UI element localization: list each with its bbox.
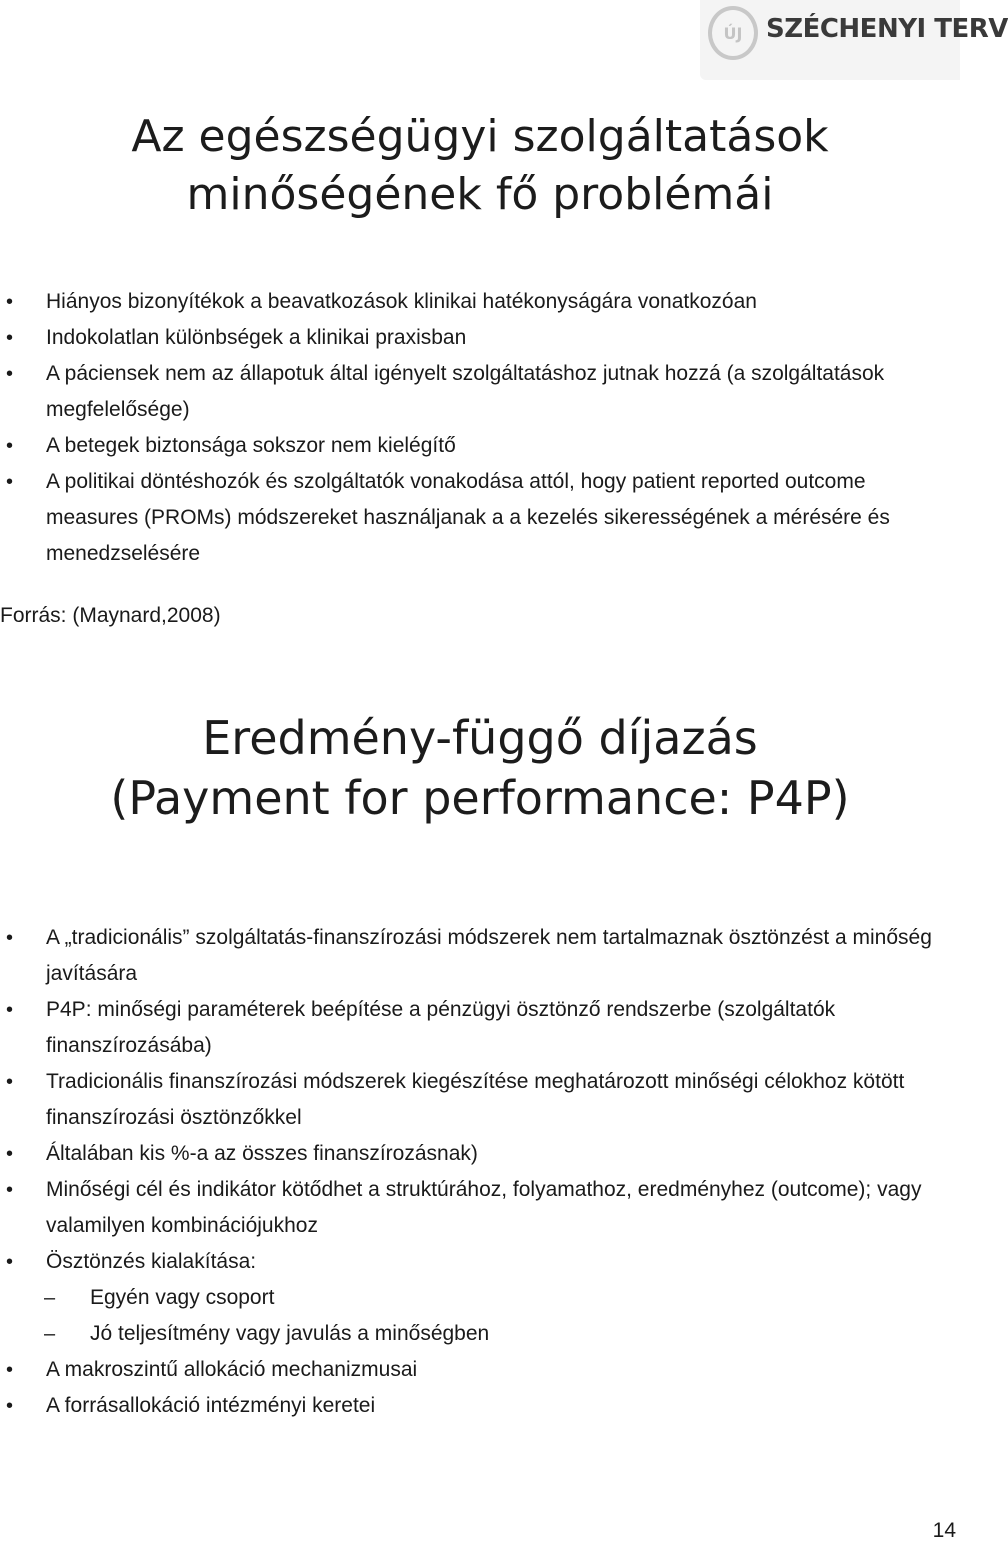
section1-title-line: Az egészségügyi szolgáltatások (131, 111, 829, 162)
bullet-item: • A „tradicionális” szolgáltatás-finanszírozási módszerek nem tartalmaznak ösztönzést a minőség javítására (0, 920, 940, 992)
bullet-item: • A páciensek nem az állapotuk által igényelt szolgáltatáshoz jutnak hozzá (a szolgáltatások megfelelősége) (0, 356, 940, 428)
bullet-item: • Tradicionális finanszírozási módszerek kiegészítése meghatározott minőségi célokhoz kötött finanszírozási ösztönzőkkel (0, 1064, 940, 1136)
section1-bullet-list (0, 284, 940, 572)
bullet-item: • Indokolatlan különbségek a klinikai praxisban (0, 320, 940, 356)
bullet-item: • Ösztönzés kialakítása: (0, 1244, 940, 1280)
bullet-item: • Általában kis %-a az összes finanszírozásnak) (0, 1136, 940, 1172)
uj-mark (708, 6, 758, 60)
bullet-item: • A forrásallokáció intézményi keretei (0, 1388, 940, 1424)
section1-title (0, 108, 960, 224)
page-number: 14 (932, 1519, 956, 1542)
uj-mark-text: ÚJ (723, 23, 743, 43)
bullet-item: • A makroszintű allokáció mechanizmusai (0, 1352, 940, 1388)
section1-title-line: minőségének fő problémái (186, 169, 774, 220)
szechenyi-terv-logo (700, 0, 1008, 80)
sub-bullet-item: – Egyén vagy csoport (0, 1280, 940, 1316)
section2-bullet-list (0, 920, 940, 1424)
bullet-item: • P4P: minőségi paraméterek beépítése a pénzügyi ösztönző rendszerbe (szolgáltatók finanszírozásába) (0, 992, 940, 1064)
sub-bullet-item: – Jó teljesítmény vagy javulás a minőségben (0, 1316, 940, 1352)
bullet-item: • Minőségi cél és indikátor kötődhet a struktúrához, folyamathoz, eredményhez (outcome); vagy valamilyen kombinációjukhoz (0, 1172, 940, 1244)
bullet-item: • A betegek biztonsága sokszor nem kielégítő (0, 428, 940, 464)
brand-name: SZÉCHENYI TERV (766, 14, 1008, 44)
bullet-item: • Hiányos bizonyítékok a beavatkozások klinikai hatékonyságára vonatkozóan (0, 284, 940, 320)
section2-title-line: (Payment for performance: P4P) (110, 771, 850, 825)
section2-title-line: Eredmény-függő díjazás (202, 711, 758, 765)
section2-title (0, 708, 960, 828)
bullet-item: • A politikai döntéshozók és szolgáltatók vonakodása attól, hogy patient reported outcome measures (PROMs) módszereket használjanak a a kezelés sikerességének a mérésére és menedzselésére (0, 464, 940, 572)
source-citation: Forrás: (Maynard,2008) (0, 604, 221, 627)
